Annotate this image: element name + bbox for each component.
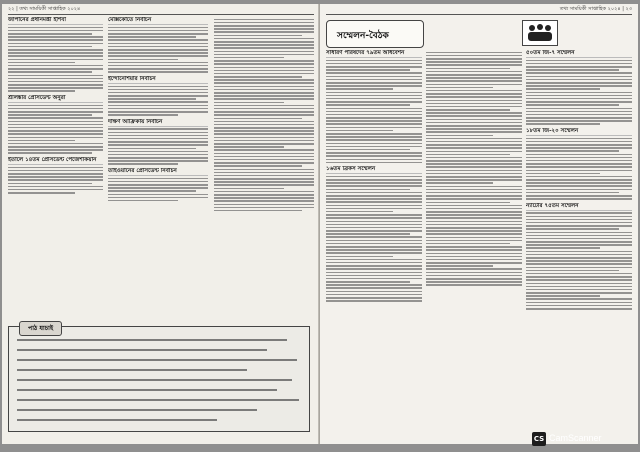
body-text [526, 138, 632, 200]
body-text [326, 176, 422, 302]
body-text [526, 212, 632, 309]
right-column-b [426, 50, 522, 288]
body-text [8, 167, 103, 194]
left-column-c [214, 17, 314, 213]
body-text [108, 86, 208, 116]
left-column-b [108, 17, 208, 204]
section-heading: ইন্দোনেশিয়ার নির্বাচন [108, 76, 208, 84]
quiz-title: পাঠ যাচাই [19, 321, 62, 336]
section-heading: ৫০তম জি-৭ সম্মেলন [526, 50, 632, 58]
body-text [426, 52, 522, 286]
body-text [8, 27, 103, 92]
right-column-c [526, 50, 632, 313]
people-meeting-icon [522, 20, 558, 46]
right-header-text: তথ্য সাময়িকী সাপ্তাহিক ২০২৪ | ২৩ [559, 6, 632, 12]
section-heading: ন্যাটোর ৭৫তম সম্মেলন [526, 203, 632, 211]
right-page [320, 4, 638, 444]
camscanner-label: CamScanner [549, 433, 602, 443]
section-heading: সাধারণ পরিষদের ৭৯তম অধিবেশন [326, 50, 422, 58]
body-text [326, 60, 422, 164]
section-heading: জাপানের প্রধানমন্ত্রী ইশিবা [8, 17, 103, 25]
section-heading: তাইওয়ানের প্রেসিডেন্ট নির্বাচন [108, 168, 208, 176]
section-heading: শ্রীলঙ্কার প্রেসিডেন্ট অনুরা [8, 95, 103, 103]
body-text [108, 128, 208, 165]
body-text [108, 178, 208, 202]
section-heading: দক্ষিণ আফ্রিকায় নির্বাচন [108, 119, 208, 127]
section-heading: মেক্সিকোতে নির্বাচন [108, 17, 208, 25]
right-column-a [326, 50, 422, 305]
body-text [8, 105, 103, 154]
left-column-a [8, 17, 103, 197]
left-header-text: ২২ | তথ্য সাময়িকী সাপ্তাহিক ২০২৪ [8, 6, 81, 12]
chapter-title: সম্মেলন-বৈঠক [337, 31, 389, 41]
body-text [214, 19, 314, 212]
left-page-header [8, 6, 314, 15]
chapter-banner [326, 20, 424, 48]
right-page-header [326, 6, 632, 15]
body-text [526, 60, 632, 125]
left-page [2, 4, 320, 444]
section-heading: ১৬তম ব্রিকস সম্মেলন [326, 166, 422, 174]
body-text [108, 27, 208, 73]
camscanner-logo-icon: CS [532, 432, 546, 446]
section-heading: ইতালে ১৪তম প্রেসিডেন্ট পেজেশকিয়ান [8, 157, 103, 165]
camscanner-badge [532, 432, 628, 446]
section-heading: ১৮তম জি-২০ সম্মেলন [526, 128, 632, 136]
quiz-box [8, 326, 310, 432]
